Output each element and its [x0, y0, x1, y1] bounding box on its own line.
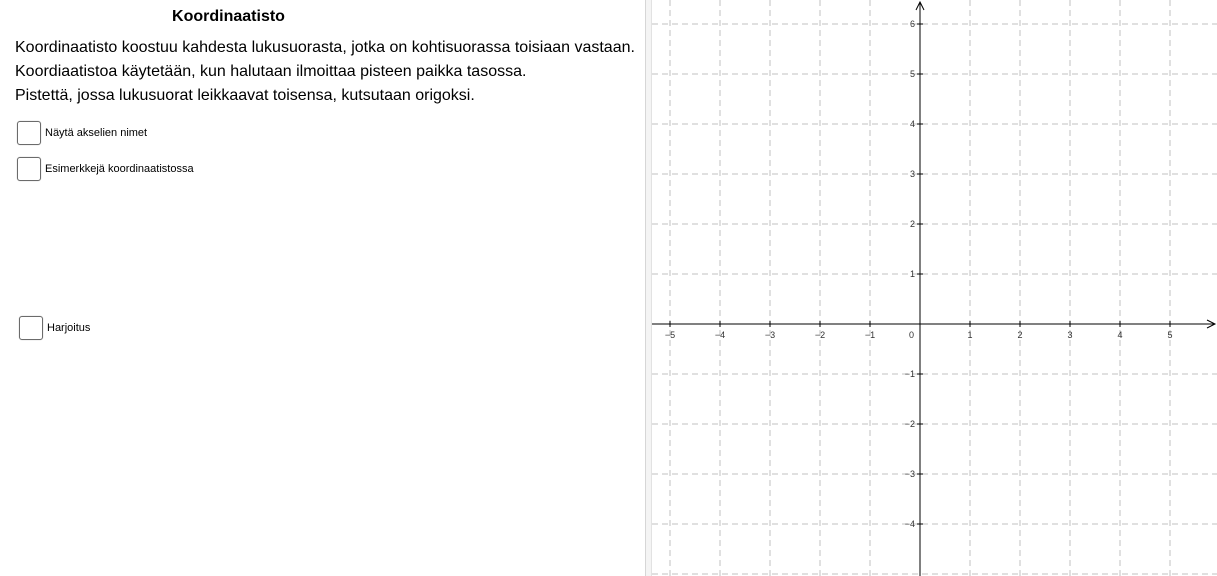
x-tick-label: 5: [1167, 330, 1173, 340]
x-tick-label: 3: [1067, 330, 1073, 340]
y-tick-label: −4: [904, 519, 915, 529]
x-tick-label: −5: [664, 330, 676, 340]
x-tick-label: −4: [714, 330, 726, 340]
y-tick-label: 3: [909, 169, 915, 179]
exercise-label: Harjoitus: [47, 322, 91, 334]
checkbox-row-exercise[interactable]: [19, 316, 90, 340]
panel-splitter[interactable]: [645, 0, 652, 576]
intro-paragraph-3: Pistettä, jossa lukusuorat leikkaavat toisensa, kutsutaan origoksi.: [15, 87, 475, 104]
x-tick-label: −2: [814, 330, 826, 340]
checkbox-row-examples[interactable]: [17, 157, 194, 181]
coordinate-plane[interactable]: [652, 0, 1217, 576]
show-axis-names-checkbox[interactable]: [17, 121, 41, 145]
grid-lines: [652, 0, 1217, 576]
intro-paragraph-1: Koordinaatisto koostuu kahdesta lukusuorasta, jotka on kohtisuorassa toisiaan vastaan.: [15, 39, 635, 56]
x-tick-label: −3: [764, 330, 776, 340]
y-tick-label: −3: [904, 469, 915, 479]
y-tick-label: 2: [909, 219, 915, 229]
graphics-view[interactable]: [652, 0, 1217, 576]
examples-checkbox[interactable]: [17, 157, 41, 181]
exercise-checkbox[interactable]: [19, 316, 43, 340]
y-tick-label: −2: [904, 419, 915, 429]
x-tick-label: 1: [967, 330, 973, 340]
intro-paragraph-2: Koordiaatistoa käytetään, kun halutaan ilmoittaa pisteen paikka tasossa.: [15, 63, 527, 80]
origin-label: 0: [908, 330, 914, 340]
show-axis-names-label: Näytä akselien nimet: [45, 127, 148, 139]
x-tick-label: 4: [1117, 330, 1123, 340]
y-tick-label: −1: [904, 369, 915, 379]
x-tick-label: −1: [864, 330, 876, 340]
checkbox-row-axis-names[interactable]: [17, 121, 147, 145]
examples-label: Esimerkkejä koordinaatistossa: [45, 163, 194, 175]
x-tick-label: 2: [1017, 330, 1023, 340]
page-title: Koordinaatisto: [172, 8, 285, 25]
axes: [652, 2, 1215, 576]
y-tick-label: 6: [909, 19, 915, 29]
y-tick-label: 1: [909, 269, 915, 279]
y-tick-label: 5: [909, 69, 915, 79]
y-tick-label: 4: [909, 119, 915, 129]
